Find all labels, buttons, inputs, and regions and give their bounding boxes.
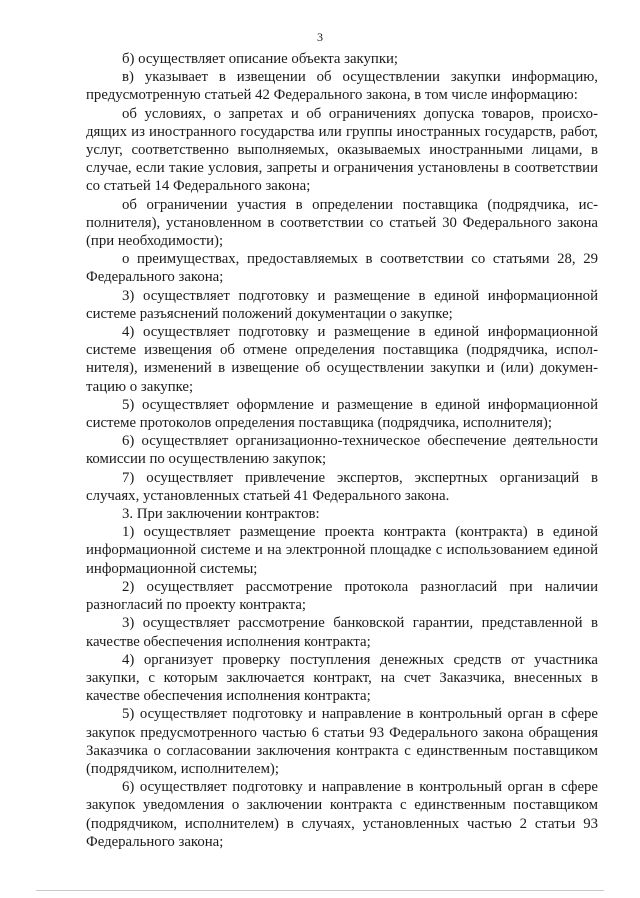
paragraph: б) осуществляет описание объекта закупки; — [122, 51, 399, 67]
paragraph: о преимуществах, предоставляемых в соответствии со статьями 28, 29 Федерального закона; — [86, 251, 598, 286]
scan-edge-divider — [36, 890, 604, 891]
paragraph: 3) осуществляет рассмотрение банковской гарантии, представленной в качестве обеспечения исполнения контракта; — [86, 615, 598, 650]
document-body — [86, 50, 598, 851]
paragraph: 7) осуществляет привлечение экспертов, экспертных организаций в случаях, установленных статьей 41 Федерального закона. — [86, 469, 598, 504]
paragraph: в) указывает в извещении об осуществлении закупки информацию, предусмотренную статьей 42 Федерального закона, в том числе информацию: — [86, 69, 598, 104]
paragraph: об ограничении участия в определении поставщика (подрядчика, исполнителя), установленном в соответствии со статьей 30 Федерального закона (при необходимости); — [86, 196, 598, 250]
page-number: 3 — [317, 30, 323, 44]
paragraph: об условиях, о запретах и об ограничениях допуска товаров, происходящих из иностранного государства или группы иностранных государств, работ, услуг, соответственно выполняемых, оказываемых иностранными лицами, в случае, если такие условия, запреты и ограничения установлены в соответствии со статьей 14 Федерального закона; — [86, 105, 598, 195]
paragraph: 5) осуществляет оформление и размещение в единой информационной системе протоколов определения поставщика (подрядчика, исполнителя); — [86, 396, 598, 432]
paragraph: 3) осуществляет подготовку и размещение в единой информационной системе разъяснений положений документации о закупке; — [86, 287, 598, 322]
paragraph: 6) осуществляет подготовку и направление в контрольный орган в сфере закупок уведомления о заключении контракта с единственным поставщиком (подрядчиком, исполнителем) в случаях, установленных частью 2 статьи 93 Федерального закона; — [86, 779, 598, 850]
paragraph: 5) осуществляет подготовку и направление в контрольный орган в сфере закупок предусмотренного частью 6 статьи 93 Федерального закона обращения Заказчика о согласовании заключения контракта с единственным поставщиком (подрядчиком, исполнителем); — [86, 706, 598, 777]
paragraph: 2) осуществляет рассмотрение протокола разногласий при наличии разногласий по проекту контракта; — [86, 578, 598, 614]
paragraph: 1) осуществляет размещение проекта контракта (контракта) в единой информационной системе и на электронной площадке с использованием единой информационной системы; — [86, 524, 598, 577]
paragraph: 4) организует проверку поступления денежных средств от участника закупки, с которым заключается контракт, на счет Заказчика, внесенных в качестве обеспечения исполнения контракта; — [86, 651, 598, 705]
paragraph: 6) осуществляет организационно-техническое обеспечение деятельности комиссии по осуществлению закупок; — [86, 433, 598, 468]
paragraph: 4) осуществляет подготовку и размещение в единой информационной системе извещения об отмене определения поставщика (подрядчика, исполнителя), изменений в извещение об осуществлении закупки и (или) документацию о закупке; — [86, 324, 598, 395]
section-heading: 3. При заключении контрактов: — [122, 506, 320, 523]
